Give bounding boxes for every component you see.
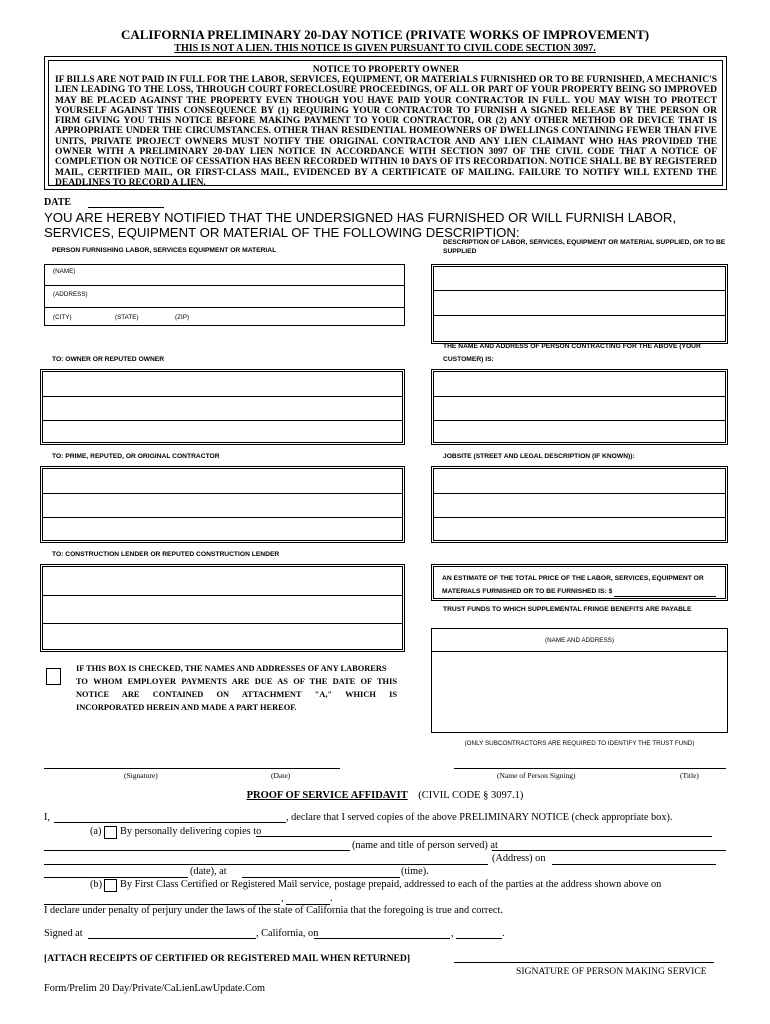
jobsite-box[interactable] [431,466,728,543]
prime-contractor-label: TO: PRIME, REPUTED, OR ORIGINAL CONTRACTOR [52,453,220,460]
estimate-box [431,564,728,601]
address-label: (ADDRESS) [53,291,88,298]
signature-caption: (Signature) [124,771,158,780]
proof-code: (CIVIL CODE § 3097.1) [418,790,524,801]
signed-at-label: Signed at [44,928,83,939]
notice-body: IF BILLS ARE NOT PAID IN FULL FOR THE LABOR, SERVICES, EQUIPMENT, OR MATERIALS FURNISHED OR TO BE FURNISHED, A MECHANIC'S LIEN LEADING TO THE LOSS, THROUGH COURT FORECLOSURE PROCEEDINGS, OF ALL OR PART OF YOUR PROPERTY BEING SO IMPROVED MAY BE PLACED AGAINST THE PROPERTY EVEN THOUGH YOU HAVE PAID YOUR CONTRACTOR IN FULL. YOU MAY WISH TO PROTECT YOURSELF AGAINST THIS CONSEQUENCE BY (1) REQUIRING YOUR CONTRACTOR TO FURNISH A SIGNED RELEASE BY THE PERSON OR FIRM GIVING YOU THIS NOTICE BEFORE MAKING PAYMENT TO YOUR CONTRACTOR, OR (2) ANY OTHER METHOD OR DEVICE THAT IS APPROPRIATE UNDER THE CIRCUMSTANCES. OTHER THAN RESIDENTIAL HOMEOWNERS OF DWELLINGS CONTAINING FEWER THAN FIVE UNITS, PRIVATE PROJECT OWNERS MUST NOTIFY THE ORIGINAL CONTRACTOR AND ANY LIEN CLAIMANT WHO HAS PROVIDED THE OWNER WITH A PRELIMINARY 20-DAY LIEN NOTICE IN ACCORDANCE WITH SECTION 3097 OF THE CIVIL CODE THAT A NOTICE OF COMPLETION OR NOTICE OF CESSATION HAS BEEN RECORDED WITHIN 10 DAYS OF ITS RECORDATION. NOTICE SHALL BE BY REGISTERED MAIL, CERTIFIED MAIL, OR FIRST-CLASS MAIL, EVIDENCED BY A CERTIFICATE OF MAILING. FAILURE TO NOTIFY WILL EXTEND THE DEADLINES TO RECORD A LIEN. [55,75,717,188]
date-at-label: (date), at [190,866,227,877]
i-label: I, [44,812,51,823]
served-on-field[interactable] [552,864,716,865]
divider [434,315,725,316]
divider [43,623,402,624]
divider [43,396,402,397]
name-title-served-field[interactable] [44,850,350,851]
divider [45,307,404,308]
divider [43,517,402,518]
california-on-label: , California, on [256,928,319,939]
name-label: (NAME) [53,268,76,275]
served-at-field[interactable] [492,850,726,851]
description-box[interactable] [431,264,728,344]
address-on-label: (Address) on [492,853,546,864]
mail-date-period: . [330,893,333,904]
attach-receipts-note: [ATTACH RECEIPTS OF CERTIFIED OR REGISTERED MAIL WHEN RETURNED] [44,953,411,964]
trust-fund-box[interactable] [431,628,728,733]
city-label: (CITY) [53,314,72,321]
notice-box [44,56,727,190]
footer-form-id: Form/Prelim 20 Day/Private/CaLienLawUpdate.Com [44,983,266,994]
estimate-label-2: MATERIALS FURNISHED OR TO BE FURNISHED IS: $ [442,588,613,595]
estimate-label-1: AN ESTIMATE OF THE TOTAL PRICE OF THE LABOR, SERVICES, EQUIPMENT OR [442,575,704,582]
served-address-field[interactable] [44,864,488,865]
mail-date-comma: , [281,893,284,904]
served-date-field[interactable] [44,877,188,878]
option-b-checkbox[interactable] [104,879,117,892]
proof-heading: PROOF OF SERVICE AFFIDAVIT [246,790,408,801]
signed-at-city-field[interactable] [88,938,256,939]
owner-label: TO: OWNER OR REPUTED OWNER [52,356,165,363]
divider [434,493,725,494]
signature-line[interactable] [44,768,340,769]
person-delivered-to-field[interactable] [256,836,712,837]
hereby-notified-text: YOU ARE HEREBY NOTIFIED THAT THE UNDERSIGNED HAS FURNISHED OR WILL FURNISH LABOR, SERVICES, EQUIPMENT OR MATERIAL OF THE FOLLOWING DESCRIPTION: [44,210,677,240]
prime-contractor-box[interactable] [40,466,405,543]
owner-box[interactable] [40,369,405,445]
estimate-amount-field[interactable] [614,596,716,597]
name-title-served-label: (name and title of person served) at [352,840,498,851]
lender-box[interactable] [40,564,405,652]
declarant-name-field[interactable] [54,822,286,823]
contracting-label-1: THE NAME AND ADDRESS OF PERSON CONTRACTING FOR THE ABOVE (YOUR [443,343,701,350]
option-b-label: (b) [90,879,103,890]
service-signature-line[interactable] [454,962,714,963]
signed-year-field[interactable] [456,938,502,939]
divider [43,493,402,494]
option-b-text: By First Class Certified or Registered Mail service, postage prepaid, addressed to each of the parties at the address shown above on [120,879,662,890]
divider [434,396,725,397]
date-label: DATE [44,197,72,208]
proof-heading-row [0,790,770,801]
divider [434,517,725,518]
trust-funds-label: TRUST FUNDS TO WHICH SUPPLEMENTAL FRINGE BENEFITS ARE PAYABLE [443,606,692,613]
divider [434,290,725,291]
person-furnishing-box [44,264,405,326]
signed-comma: , [451,928,454,939]
notice-heading: NOTICE TO PROPERTY OWNER [312,65,460,75]
divider [434,420,725,421]
laborers-text-line: NOTICE ARE CONTAINED ON ATTACHMENT "A," WHICH IS [76,690,397,699]
laborers-text-line: TO WHOM EMPLOYER PAYMENTS ARE DUE AS OF THE DATE OF THIS [76,677,397,686]
perjury-statement: I declare under penalty of perjury under the laws of the state of California that the foregoing is true and correct. [44,905,503,916]
name-title-line[interactable] [454,768,726,769]
laborers-text-line: IF THIS BOX IS CHECKED, THE NAMES AND ADDRESSES OF ANY LABORERS [76,664,387,673]
page-title: CALIFORNIA PRELIMINARY 20-DAY NOTICE (PRIVATE WORKS OF IMPROVEMENT) [120,27,650,42]
service-signature-caption: SIGNATURE OF PERSON MAKING SERVICE [516,966,707,977]
jobsite-label: JOBSITE (STREET AND LEGAL DESCRIPTION (IF KNOWN)): [443,453,635,460]
title-caption: (Title) [680,771,699,780]
name-signing-caption: (Name of Person Signing) [497,771,576,780]
lender-label: TO: CONSTRUCTION LENDER OR REPUTED CONSTRUCTION LENDER [52,551,280,558]
time-label: (time). [401,866,429,877]
option-a-text: By personally delivering copies to [120,826,262,837]
declare-text: , declare that I served copies of the above PRELIMINARY NOTICE (check appropriate box). [286,812,673,823]
served-time-field[interactable] [242,877,400,878]
laborers-text-line: INCORPORATED HEREIN AND MADE A PART HEREOF. [76,703,297,712]
option-a-checkbox[interactable] [104,826,117,839]
date-caption: (Date) [271,771,291,780]
customer-box[interactable] [431,369,728,445]
subcontractors-note: (ONLY SUBCONTRACTORS ARE REQUIRED TO IDENTIFY THE TRUST FUND) [464,740,695,747]
divider [43,420,402,421]
zip-label: (ZIP) [175,314,189,321]
date-field[interactable] [88,207,164,208]
option-a-label: (a) [90,826,102,837]
laborers-checkbox[interactable] [46,668,61,685]
state-label: (STATE) [115,314,139,321]
person-furnishing-label: PERSON FURNISHING LABOR, SERVICES EQUIPMENT OR MATERIAL [52,247,277,254]
name-and-address-label: (NAME AND ADDRESS) [545,637,614,644]
contracting-label-2: CUSTOMER) IS: [443,356,494,363]
divider [45,285,404,286]
divider [43,595,402,596]
laborers-text [76,662,397,714]
divider [432,651,727,652]
signed-date-field[interactable] [314,938,450,939]
description-label: DESCRIPTION OF LABOR, SERVICES, EQUIPMENT OR MATERIAL SUPPLIED, OR TO BE SUPPLIED [443,239,726,255]
page-subtitle: THIS IS NOT A LIEN. THIS NOTICE IS GIVEN PURSUANT TO CIVIL CODE SECTION 3097. [174,43,596,54]
signed-period: . [502,928,505,939]
